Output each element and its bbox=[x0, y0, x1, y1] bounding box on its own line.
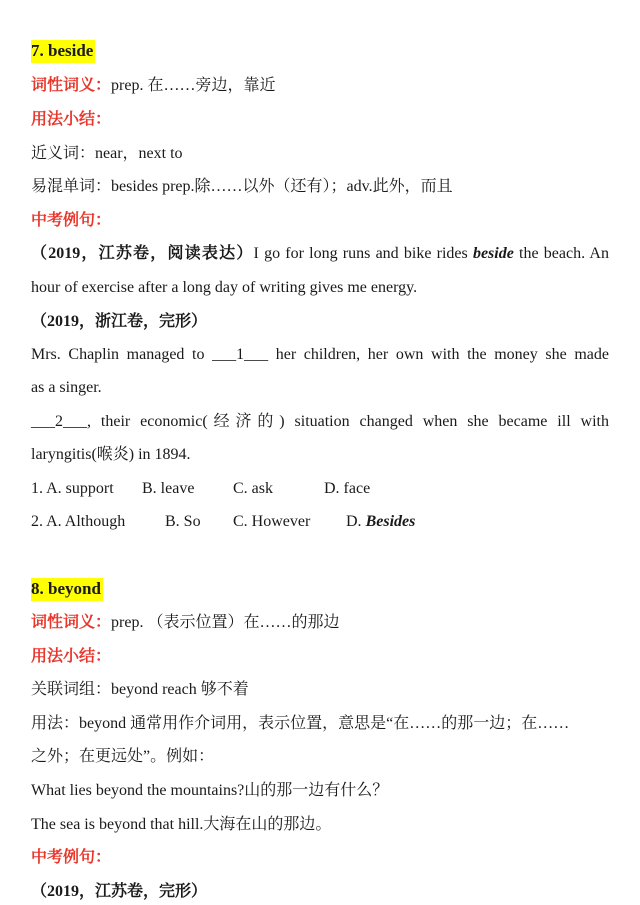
pos-label: 词性词义： bbox=[31, 614, 112, 631]
example-2-line-4: laryngitis(喉炎) in 1894. bbox=[31, 446, 191, 463]
example-1-source: （2019，江苏卷，完形） bbox=[31, 883, 208, 900]
key-word: beside bbox=[472, 245, 514, 262]
pos-label: 词性词义： bbox=[31, 77, 112, 94]
phrase-line: 关联词组：beyond reach 够不着 bbox=[31, 681, 249, 698]
entry-heading-beyond bbox=[31, 579, 103, 600]
example-2-source: （2019，浙江卷，完形） bbox=[31, 313, 208, 330]
q1-option-a: 1. A. support bbox=[31, 480, 114, 497]
example-label: 中考例句： bbox=[31, 212, 112, 229]
confusable-line: 易混单词：besides prep.除……以外（还有）；adv.此外，而且 bbox=[31, 178, 453, 195]
q2-option-a: 2. A. Although bbox=[31, 513, 126, 530]
q2-option-c: C. However bbox=[233, 513, 311, 530]
example-2-line-3: ___2___, their economic(经济的) situation changed when she became ill with bbox=[31, 413, 609, 430]
question-2-options bbox=[31, 512, 415, 532]
example-1-line-1 bbox=[31, 244, 609, 264]
heading-highlight: 8. beyond bbox=[31, 578, 103, 601]
pos-value: prep. （表示位置）在……的那边 bbox=[111, 614, 340, 631]
pos-row bbox=[31, 76, 275, 96]
usage-line-2: 之外；在更远处”。例如： bbox=[31, 748, 215, 765]
usage-line-1: 用法：beyond 通常用作介词用，表示位置，意思是“在……的那一边；在…… bbox=[31, 715, 570, 732]
q2-option-b: B. So bbox=[165, 513, 201, 530]
q1-option-c: C. ask bbox=[233, 480, 273, 497]
q1-option-b: B. leave bbox=[142, 480, 195, 497]
pos-value: prep. 在……旁边，靠近 bbox=[111, 77, 276, 94]
q2-option-d bbox=[346, 512, 415, 532]
q1-option-d: D. face bbox=[324, 480, 371, 497]
q2-answer: Besides bbox=[365, 513, 416, 530]
example-2-line-2: as a singer. bbox=[31, 379, 102, 396]
example-1-source: （2019，江苏卷，阅读表达） bbox=[31, 245, 254, 262]
pos-row bbox=[31, 613, 339, 633]
example-2-line-1: Mrs. Chaplin managed to ___1___ her children, her own with the money she made bbox=[31, 346, 609, 363]
example-1-text: I go for long runs and bike rides bbox=[253, 245, 473, 262]
question-1-options bbox=[31, 479, 370, 499]
heading-highlight: 7. beside bbox=[31, 40, 95, 63]
synonym-line: 近义词：near，next to bbox=[31, 145, 183, 162]
sentence-1: What lies beyond the mountains?山的那一边有什么？ bbox=[31, 782, 389, 799]
sentence-2: The sea is beyond that hill.大海在山的那边。 bbox=[31, 816, 332, 833]
entry-heading-beside bbox=[31, 41, 95, 62]
usage-label: 用法小结： bbox=[31, 111, 112, 128]
example-1-line-2: hour of exercise after a long day of writing gives me energy. bbox=[31, 279, 418, 296]
q2-option-d-letter: D. bbox=[346, 513, 366, 530]
example-label: 中考例句： bbox=[31, 849, 112, 866]
usage-label: 用法小结： bbox=[31, 648, 112, 665]
example-1-text-end: the beach. An bbox=[513, 245, 609, 262]
